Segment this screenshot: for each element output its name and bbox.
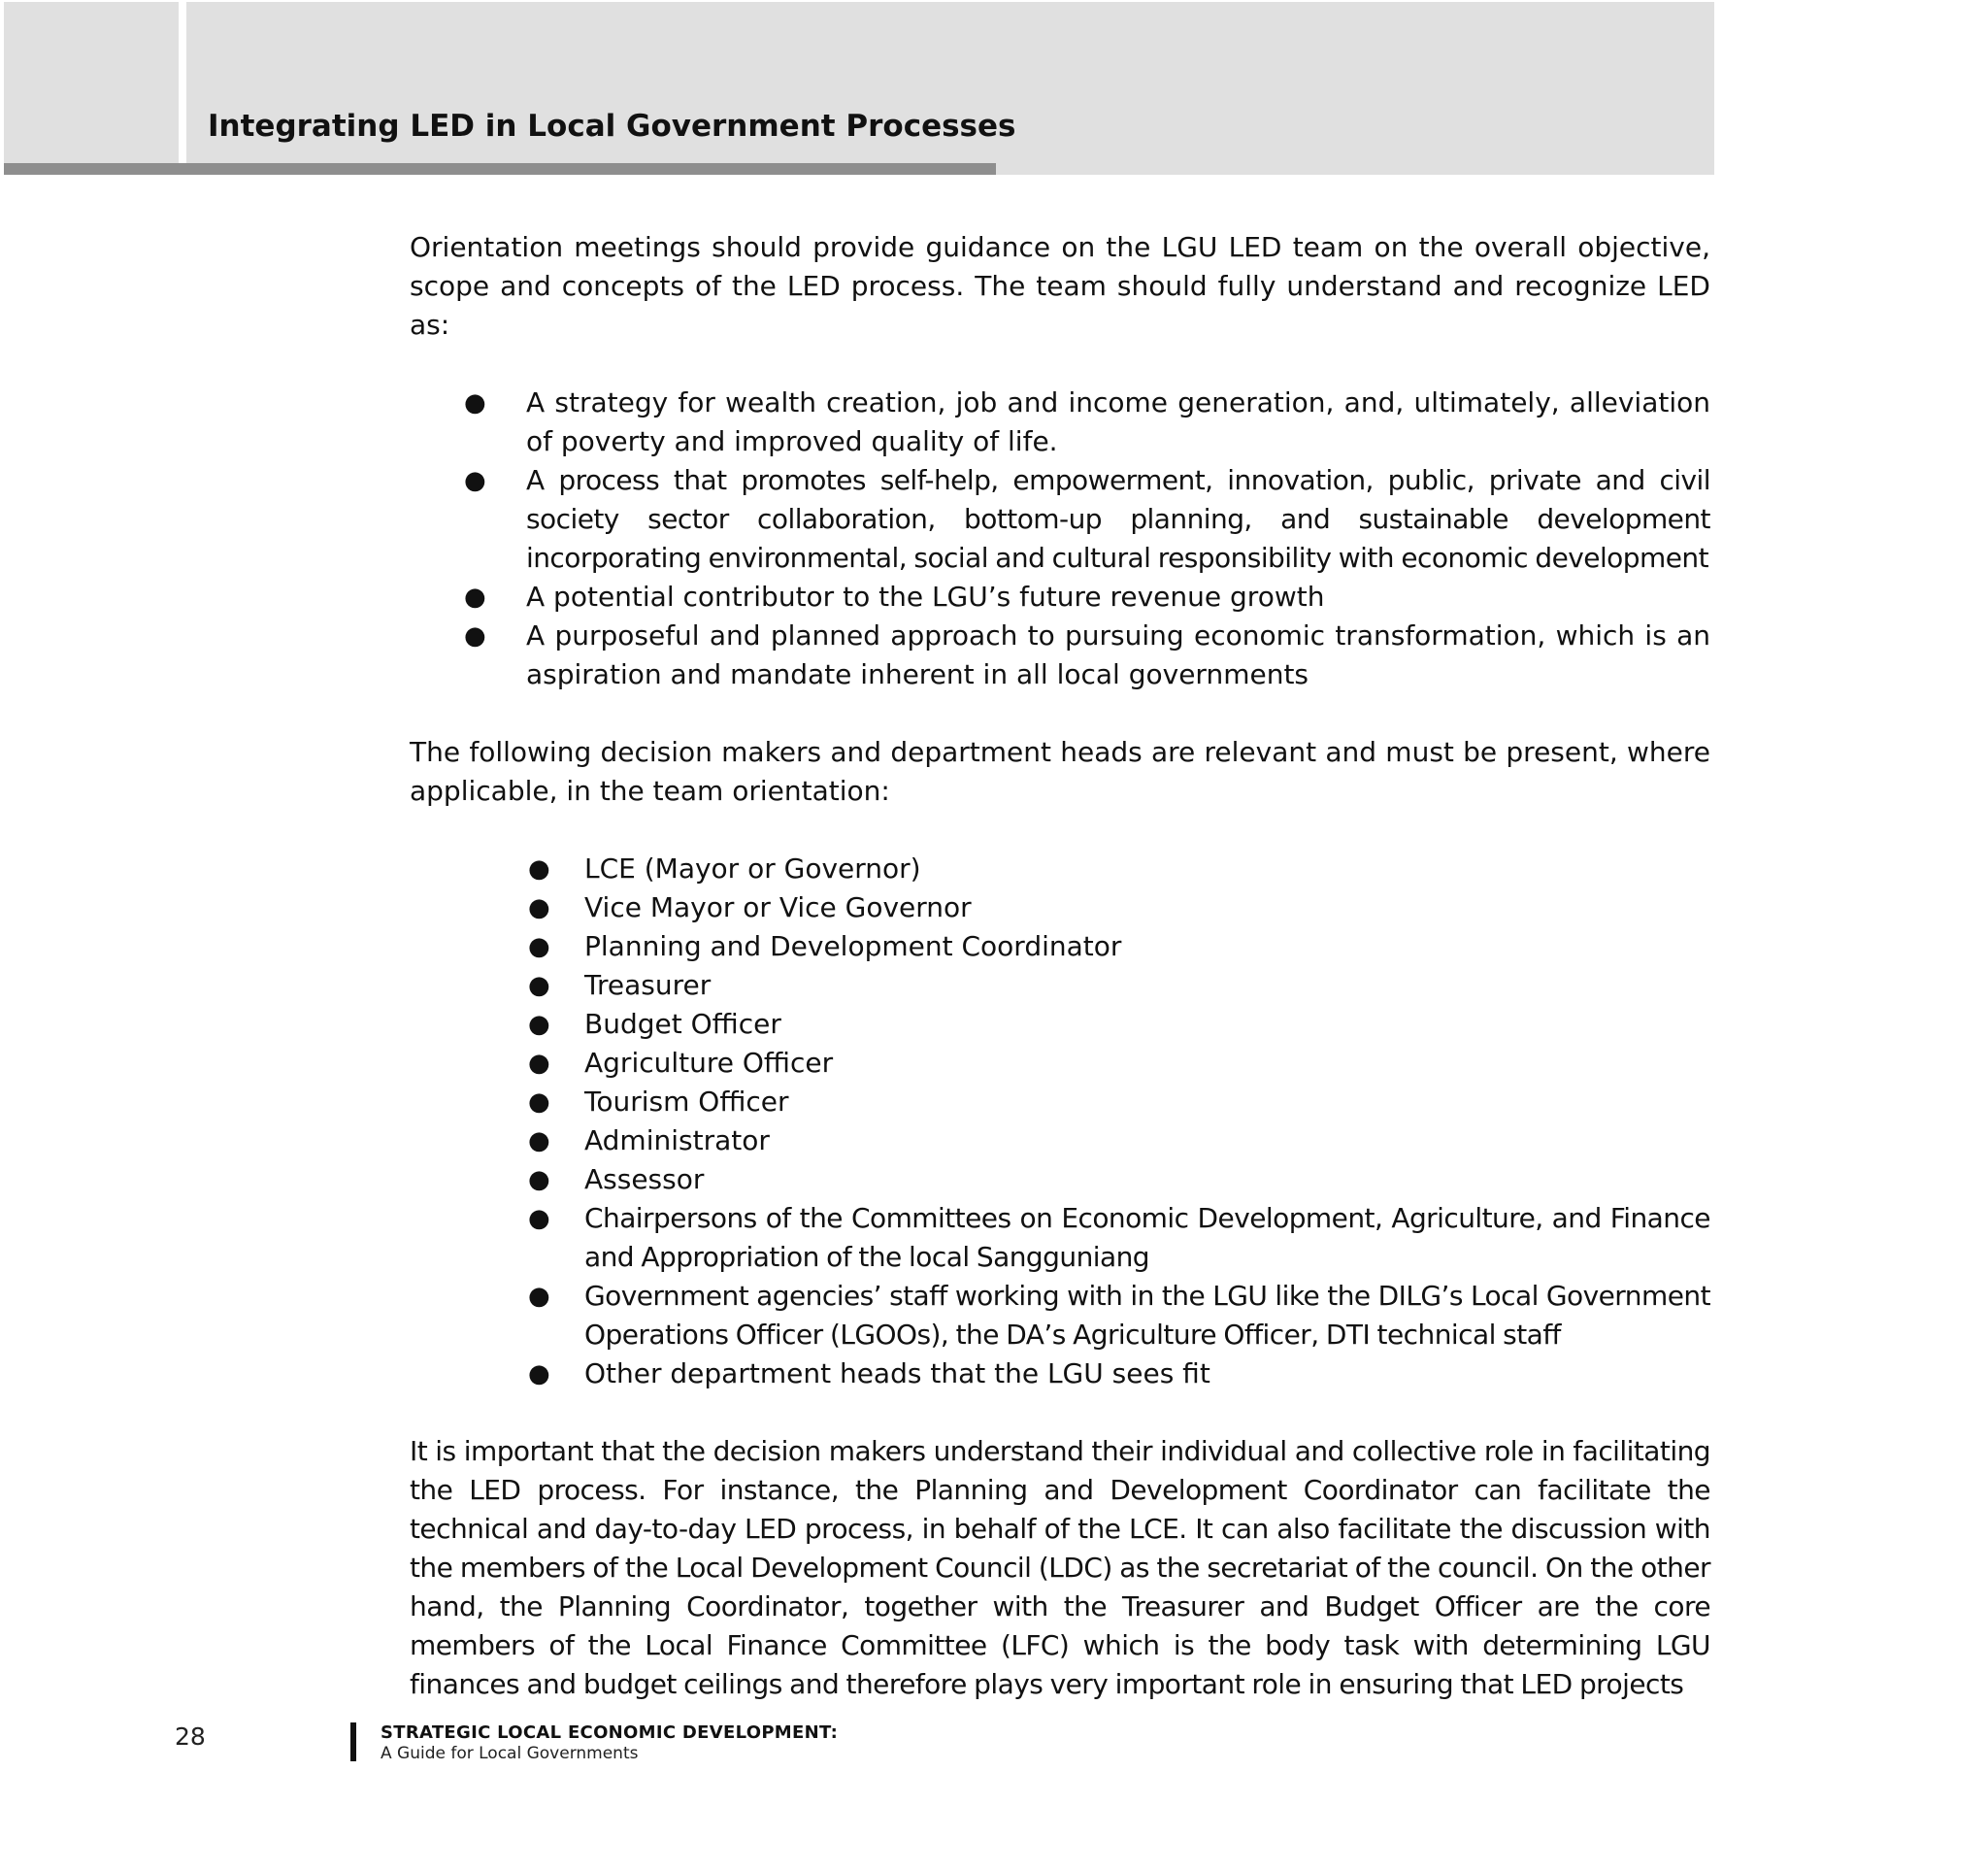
list-item: ● Vice Mayor or Vice Governor — [584, 888, 1710, 927]
bullet-icon: ● — [464, 388, 486, 418]
bullet-icon: ● — [528, 971, 550, 1000]
spacer — [410, 345, 1710, 384]
main-content — [410, 228, 1710, 1704]
list-item: ● A potential contributor to the LGU’s future revenue growth — [526, 578, 1710, 617]
led-definitions-list — [410, 384, 1710, 694]
bullet-icon: ● — [464, 466, 486, 495]
bullet-icon: ● — [528, 893, 550, 922]
bullet-icon: ● — [528, 1087, 550, 1117]
list-item: ● Treasurer — [584, 966, 1710, 1005]
bullet-icon: ● — [528, 1282, 550, 1311]
section-title: Integrating LED in Local Government Processes — [208, 109, 1016, 144]
spacer — [410, 811, 1710, 850]
participants-list — [410, 850, 1710, 1393]
bullet-icon: ● — [528, 1010, 550, 1039]
bullet-icon: ● — [528, 1126, 550, 1155]
list-item: ● Government agencies’ staff working with in the LGU like the DILG’s Local Government Operations Officer (LGOOs), the DA’s Agriculture Officer, DTI technical staff — [584, 1277, 1710, 1354]
intro-paragraph: Orientation meetings should provide guidance on the LGU LED team on the overall objective, scope and concepts of the LED process. The team should fully understand and recognize LED as: — [410, 231, 1710, 341]
list-item: ● A purposeful and planned approach to pursuing economic transformation, which is an aspiration and mandate inherent in all local governments — [526, 617, 1710, 694]
footer-bar — [350, 1722, 356, 1761]
page-number: 28 — [175, 1722, 206, 1751]
bullet-icon: ● — [528, 1204, 550, 1233]
list-item: ● Agriculture Officer — [584, 1044, 1710, 1083]
header-divider — [179, 2, 186, 175]
header-rule — [4, 163, 996, 175]
list-item: ● Other department heads that the LGU sees fit — [584, 1354, 1710, 1393]
list-item: ● Budget Officer — [584, 1005, 1710, 1044]
bullet-icon: ● — [464, 583, 486, 612]
bullet-icon: ● — [528, 1165, 550, 1194]
list-item: ● Assessor — [584, 1160, 1710, 1199]
list-item: ● Chairpersons of the Committees on Economic Development, Agriculture, and Finance and Appropriation of the local Sangguniang — [584, 1199, 1710, 1277]
list-item: ● Administrator — [584, 1121, 1710, 1160]
spacer — [410, 694, 1710, 733]
book-title: STRATEGIC LOCAL ECONOMIC DEVELOPMENT: — [381, 1722, 839, 1743]
closing-paragraph: It is important that the decision makers understand their individual and collective role in facilitating the LED process. For instance, the Planning and Development Coordinator can facilitate the technical and day-to-day LED process, in behalf of the LCE. It can also facilitate the discussion with the members of the Local Development Council (LDC) as the secretariat of the council. On the other hand, the Planning Coordinator, together with the Treasurer and Budget Officer are the core members of the Local Finance Committee (LFC) which is the body task with determining LGU finances and budget ceilings and therefore plays very important role in ensuring that LED projects — [410, 1435, 1710, 1700]
spacer — [410, 1393, 1710, 1432]
list-item: ● Planning and Development Coordinator — [584, 927, 1710, 966]
bullet-icon: ● — [528, 932, 550, 961]
bullet-icon: ● — [528, 1359, 550, 1388]
bullet-icon: ● — [528, 1049, 550, 1078]
bullet-icon: ● — [528, 854, 550, 884]
list-item: ● Tourism Officer — [584, 1083, 1710, 1121]
book-subtitle: A Guide for Local Governments — [381, 1744, 639, 1763]
list-item: ● A process that promotes self-help, empowerment, innovation, public, private and civil society sector collaboration, bottom-up planning, and sustainable development incorporating environmental, social and cultural responsibility with economic development — [526, 461, 1710, 578]
list-item: ● A strategy for wealth creation, job and income generation, and, ultimately, alleviation of poverty and improved quality of life. — [526, 384, 1710, 461]
participants-paragraph: The following decision makers and department heads are relevant and must be present, where applicable, in the team orientation: — [410, 736, 1710, 807]
bullet-icon: ● — [464, 621, 486, 651]
list-item: ● LCE (Mayor or Governor) — [584, 850, 1710, 888]
header-band — [4, 2, 1714, 175]
